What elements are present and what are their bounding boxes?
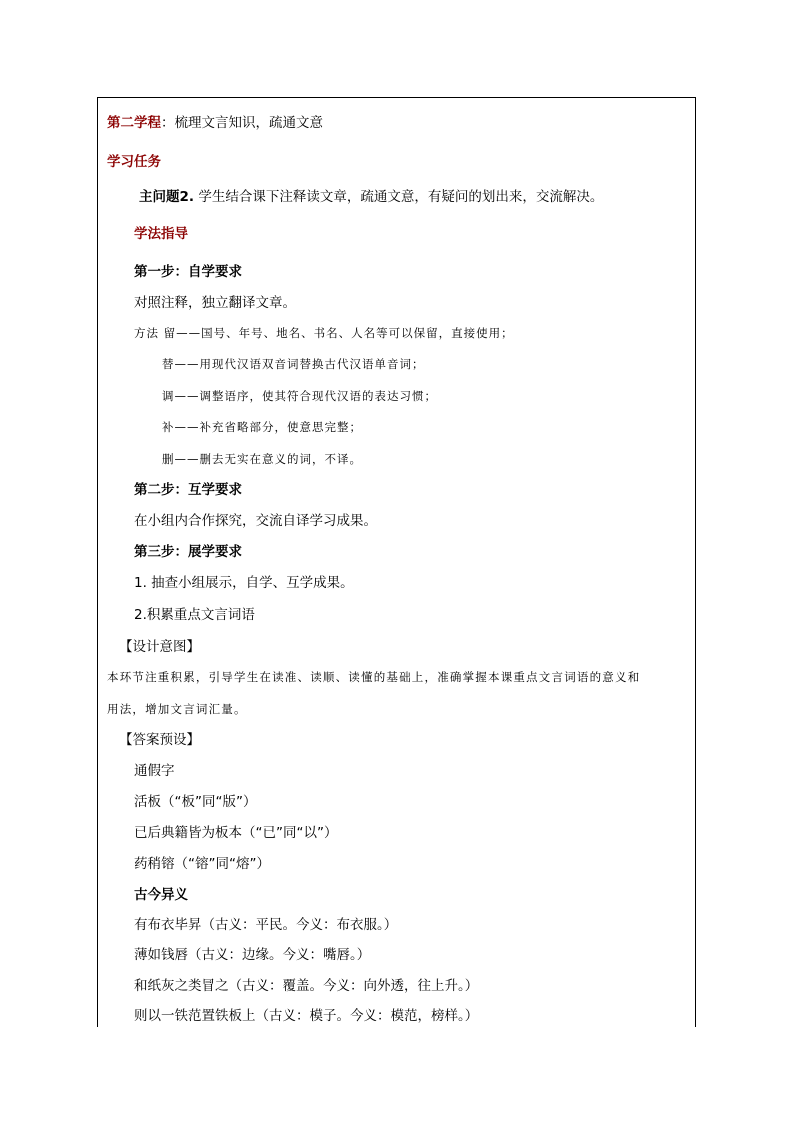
gujin-item: 则以一铁范置铁板上（古义：模子。今义：模范，榜样。） [134, 1008, 479, 1024]
step2-text: 在小组内合作探究，交流自译学习成果。 [134, 513, 377, 529]
tongjia-item: 药稍镕（“镕”同“熔”） [134, 856, 270, 872]
design-intent-heading: 【设计意图】 [119, 639, 200, 655]
method-heading: 学法指导 [134, 226, 188, 242]
tongjia-item: 活板（“板”同“版”） [134, 794, 257, 810]
design-intent-line: 用法，增加文言词汇量。 [107, 702, 247, 716]
section-heading [107, 114, 323, 132]
rule-replace: 替——用现代汉语双音词替换古代汉语单音词； [162, 357, 425, 371]
content-frame [97, 97, 696, 1027]
gujin-title: 古今异义 [134, 887, 188, 903]
rule-adjust: 调——调整语序，使其符合现代汉语的表达习惯； [162, 389, 437, 403]
step1-title: 第一步：自学要求 [134, 264, 242, 280]
section-heading-label: 第二学程 [107, 115, 161, 131]
tongjia-item: 已后典籍皆为板本（“已”同“以”） [134, 825, 338, 841]
section-heading-text: ：梳理文言知识，疏通文意 [161, 115, 323, 131]
step2-title: 第二步：互学要求 [134, 482, 242, 498]
rule-delete: 删——删去无实在意义的词，不译。 [162, 452, 362, 466]
gujin-item: 和纸灰之类冒之（古义：覆盖。今义：向外透，往上升。） [134, 978, 479, 994]
task-label: 学习任务 [107, 154, 161, 170]
main-question [139, 188, 603, 206]
design-intent-line: 本环节注重积累，引导学生在读准、读顺、读懂的基础上，准确掌握本课重点文言词语的意义和 [107, 670, 641, 684]
rule-keep: 方法 留——国号、年号、地名、书名、人名等可以保留，直接使用； [134, 326, 514, 340]
step1-text: 对照注释，独立翻译文章。 [134, 295, 296, 311]
step3-title: 第三步：展学要求 [134, 544, 242, 560]
gujin-item: 有布衣毕昇（古义：平民。今义：布衣服。） [134, 917, 398, 933]
step3-item: 2.积累重点文言词语 [134, 607, 255, 623]
rule-supplement: 补——补充省略部分，使意思完整； [162, 420, 362, 434]
gujin-item: 薄如钱唇（古义：边缘。今义：嘴唇。） [134, 947, 371, 963]
answer-heading: 【答案预设】 [119, 732, 200, 748]
main-question-text: 学生结合课下注释读文章，疏通文意，有疑问的划出来，交流解决。 [194, 189, 604, 205]
step3-item: 1. 抽查小组展示，自学、互学成果。 [134, 575, 354, 591]
tongjia-title: 通假字 [134, 763, 175, 779]
main-question-label: 主问题2. [139, 189, 195, 205]
